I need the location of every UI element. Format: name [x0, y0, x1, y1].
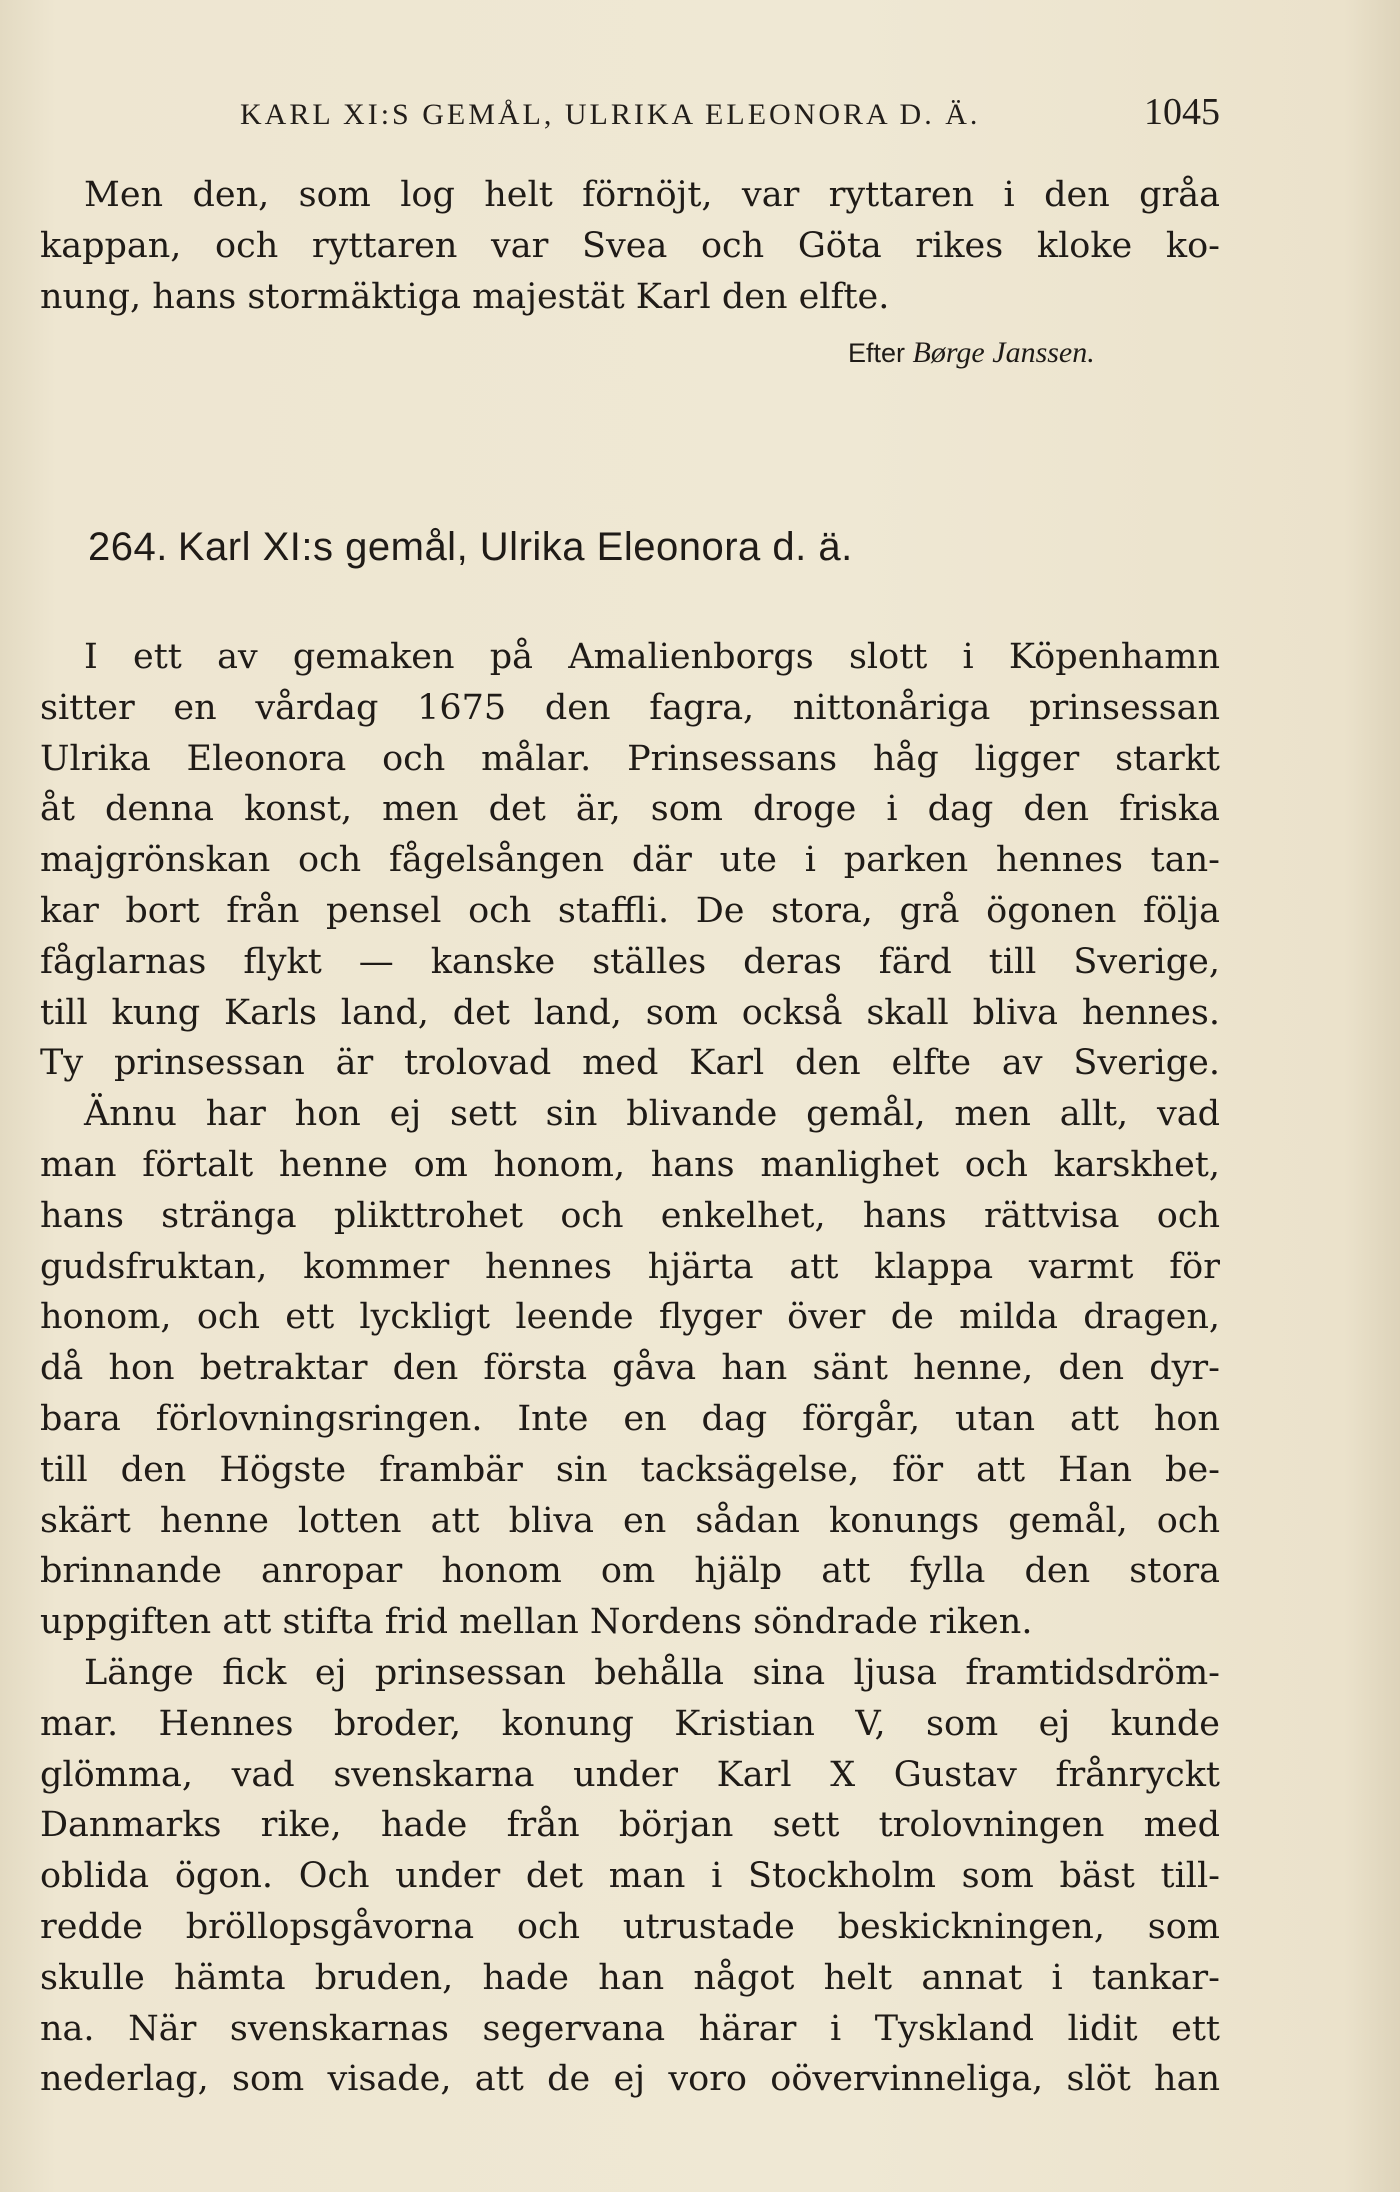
text-line: skulle hämta bruden, hade han något helt annat i tankar-	[40, 1957, 1220, 1998]
text-line: honom, och ett lyckligt leende flyger över de milda dragen,	[40, 1297, 1220, 1338]
text-line: fåglarnas flykt — kanske ställes deras färd till Sverige,	[40, 941, 1220, 982]
text-line: uppgiften att stifta frid mellan Nordens söndrade riken.	[40, 1602, 1033, 1643]
text-line: då hon betraktar den första gåva han sänt henne, den dyr-	[40, 1348, 1220, 1389]
text-line: I ett av gemaken på Amalienborgs slott i Köpenhamn	[84, 637, 1220, 677]
text-line: oblida ögon. Och under det man i Stockholm som bäst till-	[40, 1856, 1220, 1897]
section-title: Karl XI:s gemål, Ulrika Eleonora d. ä.	[177, 525, 853, 569]
running-title: KARL XI:S GEMÅL, ULRIKA ELEONORA D. Ä.	[240, 98, 981, 131]
text-line: Men den, som log helt förnöjt, var ryttaren i den gråa	[84, 175, 1220, 215]
text-line: till den Högste frambär sin tacksägelse, för att Han be-	[40, 1449, 1220, 1490]
running-header	[240, 90, 1220, 134]
body-text	[40, 632, 1220, 2105]
text-line: skärt henne lotten att bliva en sådan konungs gemål, och	[40, 1500, 1220, 1541]
text-line: nederlag, som visade, att de ej voro oövervinneliga, slöt han	[40, 2059, 1220, 2100]
text-line: glömma, vad svenskarna under Karl X Gustav frånryckt	[40, 1754, 1220, 1795]
text-line: kar bort från pensel och staffli. De stora, grå ögonen följa	[40, 890, 1220, 931]
text-line: åt denna konst, men det är, som droge i dag den friska	[40, 789, 1220, 830]
text-line: till kung Karls land, det land, som också skall bliva hennes.	[40, 992, 1220, 1033]
text-line: brinnande anropar honom om hjälp att fylla den stora	[40, 1551, 1220, 1592]
text-line: majgrönskan och fågelsången där ute i parken hennes tan-	[40, 840, 1220, 881]
section-number: 264.	[88, 525, 168, 569]
text-line: na. När svenskarnas segervana härar i Tyskland lidit ett	[40, 2008, 1220, 2049]
section-heading	[88, 525, 853, 570]
page-number: 1045	[1144, 91, 1220, 133]
text-line: Ulrika Eleonora och målar. Prinsessans håg ligger starkt	[40, 738, 1220, 779]
text-line: redde bröllopsgåvorna och utrustade beskickningen, som	[40, 1906, 1220, 1947]
text-line: man förtalt henne om honom, hans manlighet och karskhet,	[40, 1144, 1220, 1185]
source-attribution	[848, 336, 1095, 370]
text-line: Ännu har hon ej sett sin blivande gemål, men allt, vad	[84, 1094, 1220, 1135]
text-line: nung, hans stormäktiga majestät Karl den elfte.	[40, 276, 890, 317]
preceding-paragraph	[40, 170, 1220, 322]
text-line: mar. Hennes broder, konung Kristian V, som ej kunde	[40, 1703, 1220, 1744]
text-line: bara förlovningsringen. Inte en dag förgår, utan att hon	[40, 1398, 1220, 1439]
attribution-prefix: Efter	[848, 338, 906, 368]
text-line: Ty prinsessan är trolovad med Karl den elfte av Sverige.	[40, 1043, 1220, 1084]
text-line: kappan, och ryttaren var Svea och Göta rikes kloke ko-	[40, 225, 1220, 266]
attribution-author: Børge Janssen.	[912, 336, 1095, 369]
text-line: Länge fick ej prinsessan behålla sina ljusa framtidsdröm-	[84, 1652, 1220, 1693]
text-line: sitter en vårdag 1675 den fagra, nittonåriga prinsessan	[40, 687, 1220, 728]
text-line: gudsfruktan, kommer hennes hjärta att klappa varmt för	[40, 1246, 1220, 1287]
text-line: Danmarks rike, hade från början sett trolovningen med	[40, 1805, 1220, 1846]
text-line: hans stränga plikttrohet och enkelhet, hans rättvisa och	[40, 1195, 1220, 1236]
